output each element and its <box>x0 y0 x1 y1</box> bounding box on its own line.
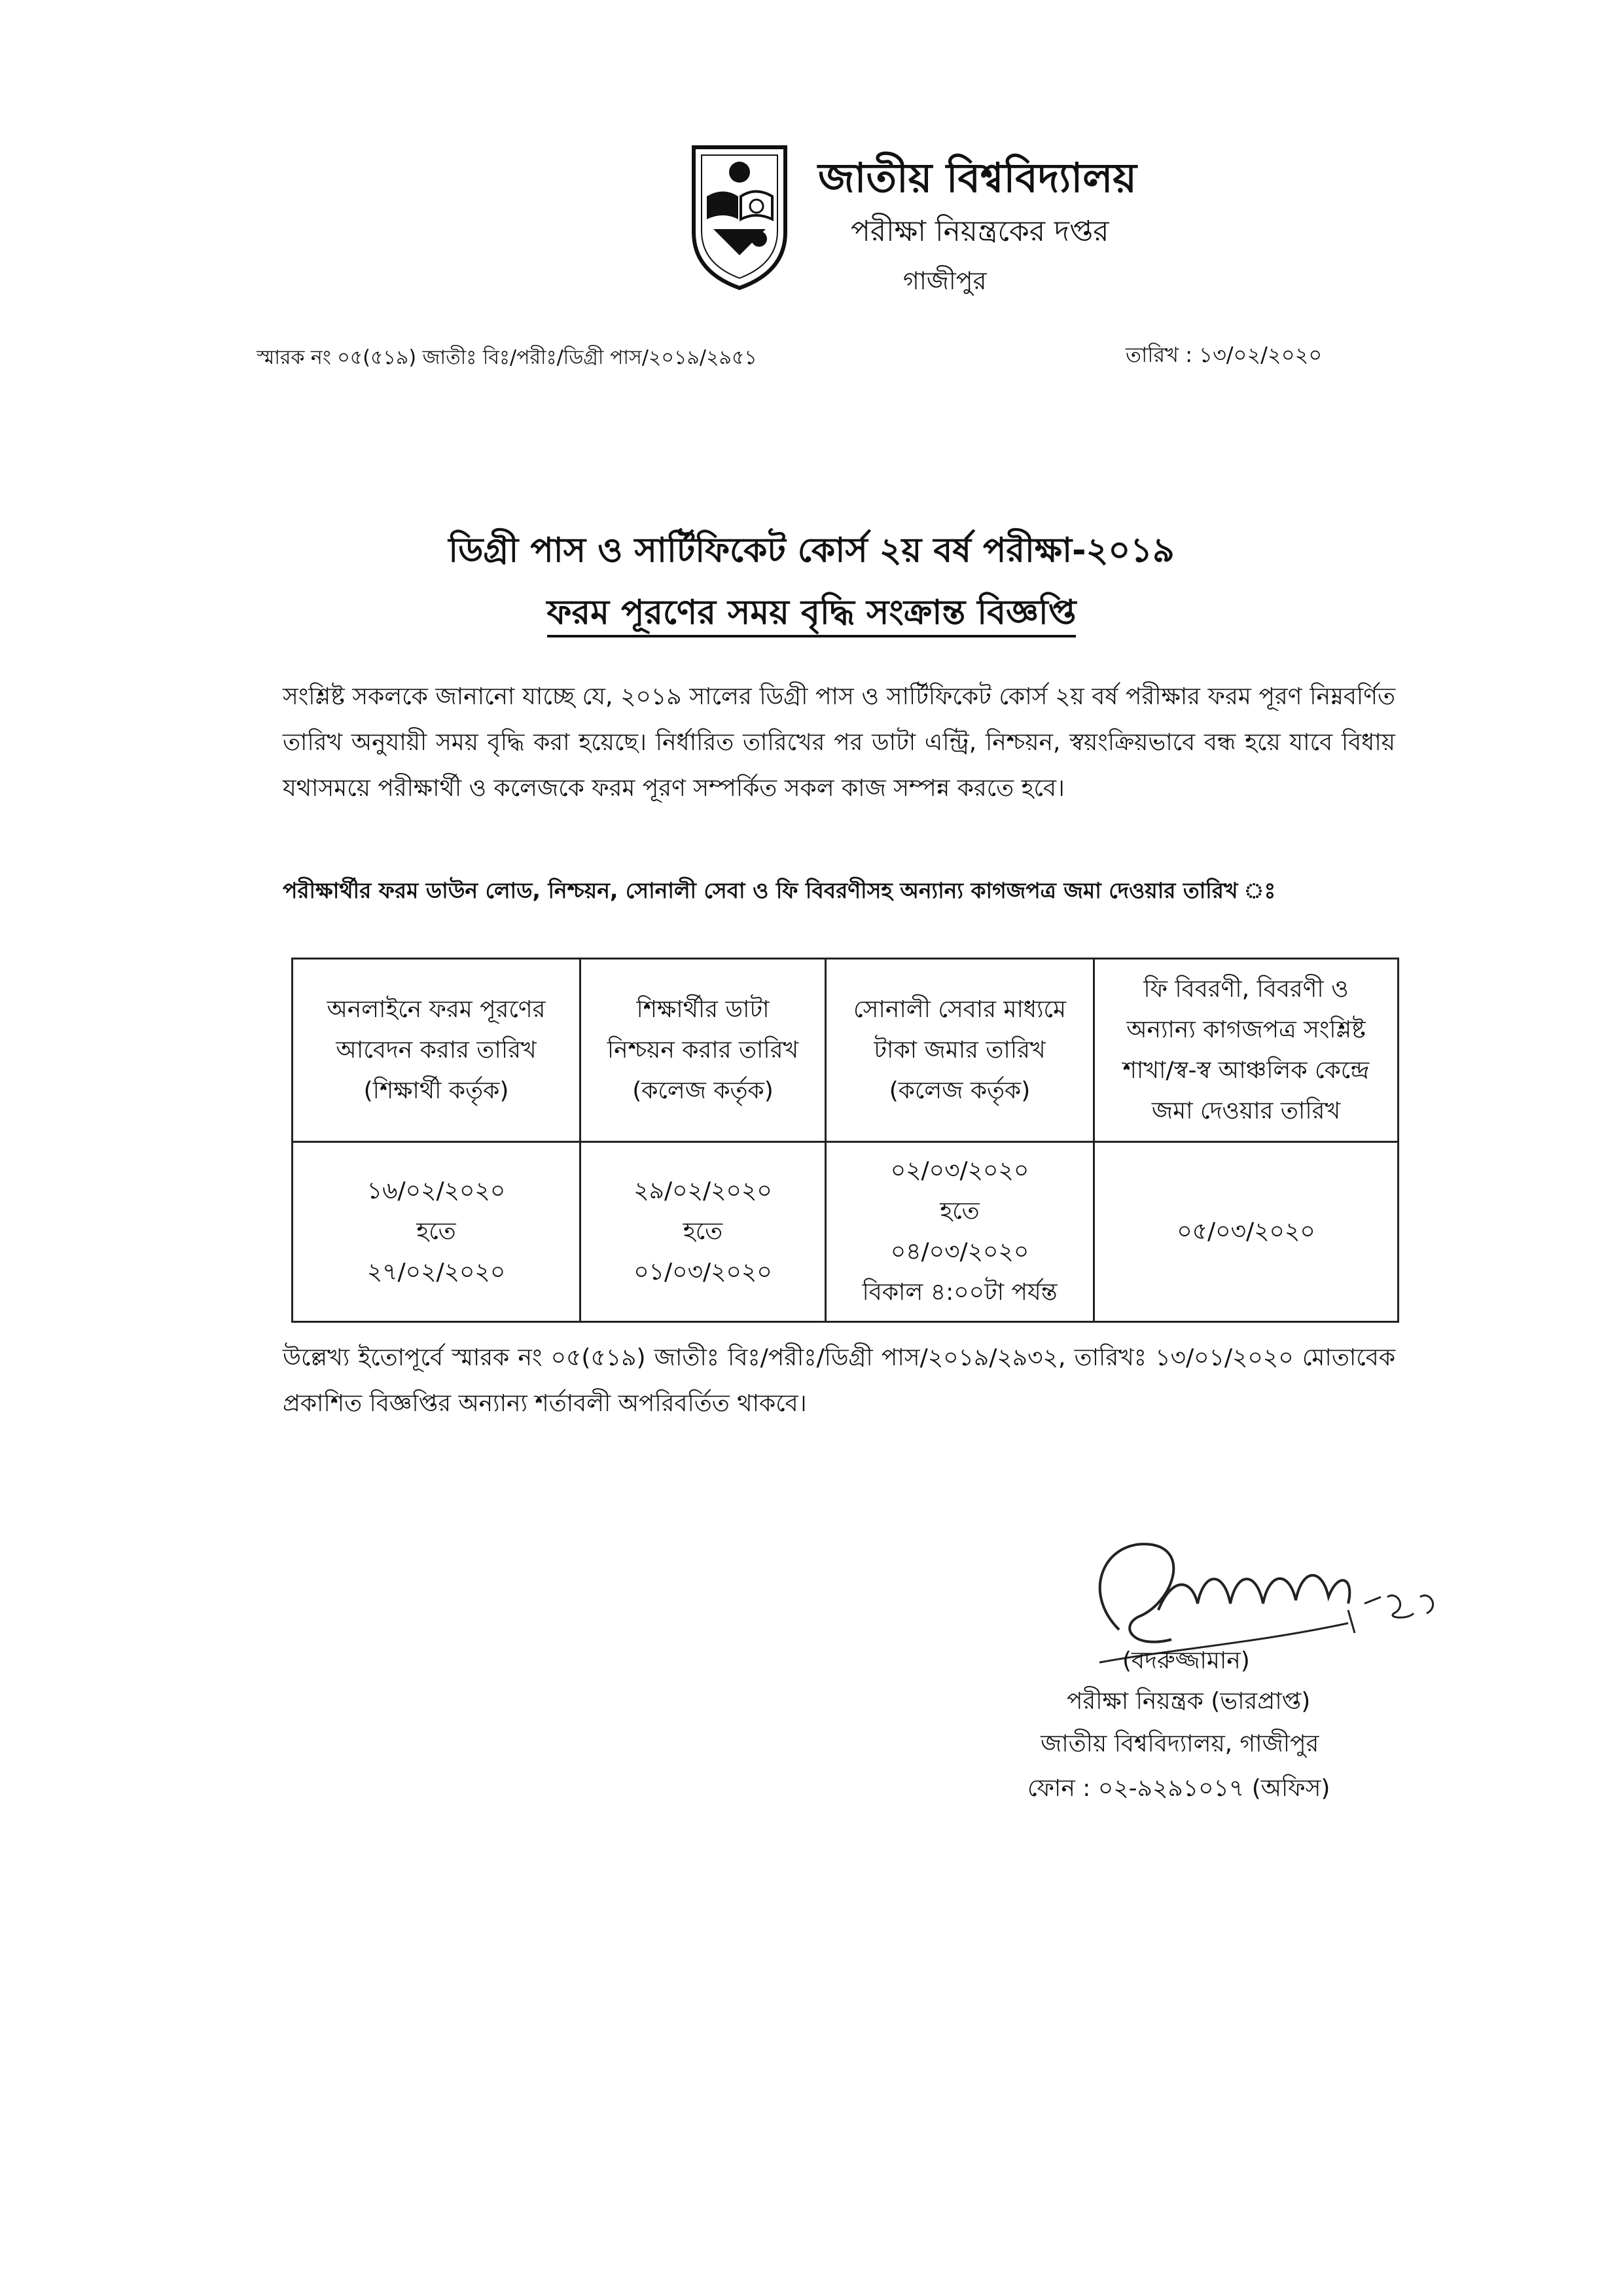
table-header-row <box>293 959 1399 1142</box>
header-line: আবেদন করার তারিখ <box>336 1036 537 1064</box>
signer-title: পরীক্ষা নিয়ন্ত্রক (ভারপ্রাপ্ত) <box>1067 1688 1311 1715</box>
notice-subtitle <box>0 586 1623 643</box>
header-cell-documents <box>1094 959 1399 1142</box>
cell-line: ২৯/০২/২০২০ <box>633 1177 772 1204</box>
cell-payment-dates <box>826 1142 1094 1322</box>
header-line: (শিক্ষার্থী কর্তৃক) <box>363 1077 509 1104</box>
memo-number: স্মারক নং ০৫(৫১৯) জাতীঃ বিঃ/পরীঃ/ডিগ্রী পাস/২০১৯/২৯৫১ <box>257 346 757 369</box>
header-line: (কলেজ কর্তৃক) <box>632 1077 774 1104</box>
header-line: ফি বিবরণী, বিবরণী ও <box>1143 975 1349 1003</box>
header-line: নিশ্চয়ন করার তারিখ <box>607 1036 799 1064</box>
header-line: অনলাইনে ফরম পূরণের <box>327 996 546 1023</box>
signer-organization: জাতীয় বিশ্ববিদ্যালয়, গাজীপুর <box>1041 1731 1319 1757</box>
notice-title: ডিগ্রী পাস ও সার্টিফিকেট কোর্স ২য় বর্ষ পরীক্ষা-২০১৯ <box>448 531 1175 570</box>
header-line: (কলেজ কর্তৃক) <box>889 1077 1031 1104</box>
cell-verification-dates <box>580 1142 826 1322</box>
cell-line: হতে <box>940 1198 980 1225</box>
header-line: অন্যান্য কাগজপত্র সংশ্লিষ্ট <box>1126 1016 1366 1043</box>
footnote-paragraph: উল্লেখ্য ইতোপূর্বে স্মারক নং ০৫(৫১৯) জাতীঃ বিঃ/পরীঃ/ডিগ্রী পাস/২০১৯/২৯৩২, তারিখঃ ১৩/০১/২০২০ মোতাবেক প্রকাশিত বিজ্ঞপ্তির অন্যান্য শর্তাবলী অপরিবর্তিত থাকবে। <box>283 1344 1395 1417</box>
university-logo <box>681 134 798 291</box>
header-cell-online-form <box>293 959 580 1142</box>
university-name: জাতীয় বিশ্ববিদ্যালয় <box>818 154 1137 202</box>
header-cell-payment <box>826 959 1094 1142</box>
header-line: সোনালী সেবার মাধ্যমে <box>853 996 1066 1023</box>
header-cell-data-verification <box>580 959 826 1142</box>
header-line: টাকা জমার তারিখ <box>874 1036 1046 1064</box>
cell-online-form-dates <box>293 1142 580 1322</box>
cell-line: ০২/০৩/২০২০ <box>890 1157 1029 1184</box>
cell-line: ২৭/০২/২০২০ <box>366 1259 506 1285</box>
cell-line: ০৪/০৩/২০২০ <box>890 1238 1029 1265</box>
intro-paragraph: সংশ্লিষ্ট সকলকে জানানো যাচ্ছে যে, ২০১৯ সালের ডিগ্রী পাস ও সার্টিফিকেট কোর্স ২য় বর্ষ পরীক্ষার ফরম পূরণ নিম্নবর্ণিত তারিখ অনুযায়ী সময় বৃদ্ধি করা হয়েছে। নির্ধারিত তারিখের পর ডাটা এন্ট্রি, নিশ্চয়ন, স্বয়ংক্রিয়ভাবে বন্ধ হয়ে যাবে বিধায় যথাসময়ে পরীক্ষার্থী ও কলেজকে ফরম পূরণ সম্পর্কিত সকল কাজ সম্পন্ন করতে হবে। <box>283 683 1395 802</box>
cell-line: হতে <box>683 1218 723 1245</box>
header-line: শিক্ষার্থীর ডাটা <box>636 996 770 1023</box>
cell-line: হতে <box>416 1218 456 1245</box>
notice-date: তারিখ : ১৩/০২/২০২০ <box>1126 342 1323 367</box>
table-row <box>293 1142 1399 1322</box>
cell-line: ০১/০৩/২০২০ <box>633 1259 772 1285</box>
header-line: শাখা/স্ব-স্ব আঞ্চলিক কেন্দ্রে <box>1122 1056 1370 1084</box>
cell-documents-date <box>1094 1142 1399 1322</box>
section-label: পরীক্ষার্থীর ফরম ডাউন লোড, নিশ্চয়ন, সোনালী সেবা ও ফি বিবরণীসহ অন্যান্য কাগজপত্র জমা দেওয়ার তারিখ ঃ <box>283 878 1276 903</box>
header-line: জমা দেওয়ার তারিখ <box>1151 1097 1341 1124</box>
office-name: পরীক্ষা নিয়ন্ত্রকের দপ্তর <box>851 215 1109 248</box>
schedule-table <box>291 958 1399 1323</box>
city-name: গাজীপুর <box>903 266 987 295</box>
signer-name: (বদরুজ্জামান) <box>1122 1647 1250 1674</box>
handwritten-signature <box>1041 1499 1466 1695</box>
cell-line: ১৬/০২/২০২০ <box>366 1177 506 1204</box>
cell-line: বিকাল ৪:০০টা পর্যন্ত <box>862 1279 1058 1306</box>
signer-phone: ফোন : ০২-৯২৯১০১৭ (অফিস) <box>1027 1775 1330 1802</box>
notice-subtitle-text: ফরম পূরণের সময় বৃদ্ধি সংক্রান্ত বিজ্ঞপ্তি <box>547 593 1077 637</box>
cell-line: ০৫/০৩/২০২০ <box>1177 1218 1315 1245</box>
